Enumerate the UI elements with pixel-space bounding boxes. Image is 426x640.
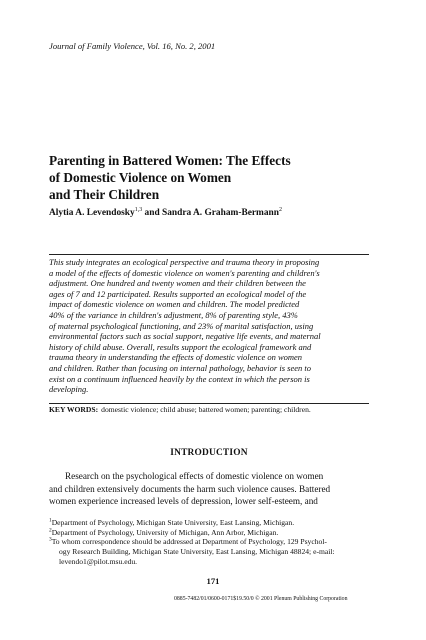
- footnote: [49, 537, 371, 547]
- body-line: Research on the psychological effects of domestic violence on women: [65, 471, 324, 481]
- body-line: women experience increased levels of depression, lower self-esteem, and: [49, 496, 318, 507]
- abstract-line: exist on a continuum influenced heavily by the context in which the person is: [49, 373, 310, 384]
- abstract-line: trauma theory in understanding the effects of domestic violence on women: [49, 352, 303, 363]
- footnote-marker: 2: [49, 527, 52, 534]
- footnote-marker: 1: [49, 517, 52, 524]
- author-affiliation-marker: 2: [278, 206, 282, 213]
- author-connector: and: [142, 208, 163, 218]
- author-name: Alytia A. Levendosky: [49, 208, 135, 218]
- footnote-text: Department of Psychology, Michigan State University, East Lansing, Michigan.: [51, 518, 295, 527]
- abstract-line: of maternal psychological functioning, and 23% of marital satisfaction, using: [49, 320, 314, 331]
- page-number: 171: [206, 576, 220, 586]
- title-line: and Their Children: [49, 187, 160, 202]
- abstract-line: ages of 7 and 12 participated. Results supported an ecological model of the: [49, 288, 307, 299]
- abstract-line: environmental factors such as social support, negative life events, and maternal: [49, 331, 321, 342]
- abstract-line: adjustment. One hundred and twenty women and their children between the: [49, 278, 306, 289]
- footnotes: [49, 518, 371, 567]
- section-heading: INTRODUCTION: [170, 448, 248, 458]
- keywords-label: KEY WORDS:: [49, 405, 99, 414]
- body-line: and children extensively documents the harm such violence causes. Battered: [49, 483, 331, 494]
- footnote: [49, 518, 371, 528]
- body-paragraph: [49, 470, 369, 508]
- abstract-line: 40% of the variance in children's adjustment, 8% of parenting style, 43%: [49, 309, 298, 320]
- footnote-text: Department of Psychology, University of Michigan, Ann Arbor, Michigan.: [51, 527, 279, 537]
- abstract: [49, 257, 369, 395]
- abstract-line: impact of domestic violence on women and children. The model predicted: [49, 299, 300, 310]
- author-line: [49, 208, 282, 218]
- abstract-line: and children. Rather than focusing on internal pathology, behavior is seen to: [49, 362, 311, 373]
- copyright-line: 0885-7482/01/0600-0171$19.50/0 © 2001 Plenum Publishing Corporation: [174, 596, 348, 602]
- abstract-line: a model of the effects of domestic violence on women's parenting and children's: [49, 267, 320, 278]
- footnote-marker: 3: [49, 536, 52, 543]
- footnote-continuation: ogy Research Building, Michigan State University, East Lansing, Michigan 48824; e-mail:: [59, 547, 335, 557]
- article-title: [49, 152, 379, 203]
- keywords-text: domestic violence; child abuse; battered women; parenting; children.: [101, 405, 311, 414]
- author-name: Sandra A. Graham-Bermann: [162, 208, 279, 218]
- footnote-continuation: levendo1@pilot.msu.edu.: [59, 556, 138, 566]
- abstract-top-rule: [49, 254, 369, 255]
- footnote-text: To whom correspondence should be addressed at Department of Psychology, 129 Psychol-: [51, 537, 327, 547]
- abstract-bottom-rule: [49, 403, 369, 404]
- title-line: Parenting in Battered Women: The Effects: [49, 153, 291, 168]
- abstract-line: developing.: [49, 384, 89, 395]
- author-affiliation-marker: 1,3: [134, 206, 143, 213]
- abstract-line: history of child abuse. Overall, results support the ecological framework and: [49, 341, 312, 352]
- footnote: [49, 528, 371, 538]
- keywords: [49, 405, 369, 414]
- journal-header: Journal of Family Violence, Vol. 16, No. 2, 2001: [49, 41, 216, 51]
- title-line: of Domestic Violence on Women: [49, 170, 232, 185]
- abstract-line: This study integrates an ecological perspective and trauma theory in proposing: [49, 257, 320, 267]
